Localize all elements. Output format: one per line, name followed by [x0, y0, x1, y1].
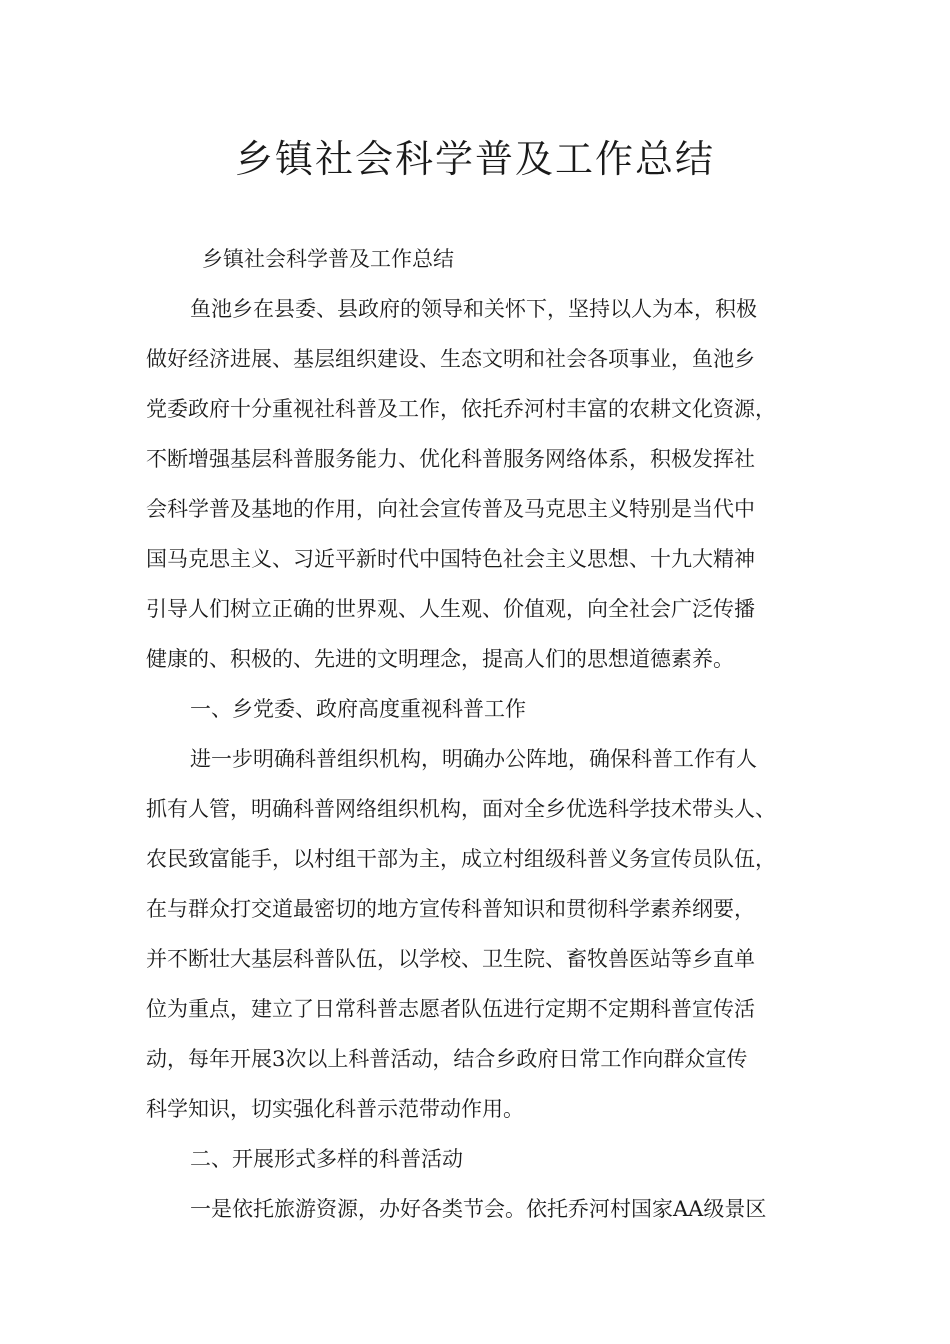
paragraph-line: 科学知识，切实强化科普示范带动作用。: [146, 1097, 524, 1121]
paragraph-line: 健康的、积极的、先进的文明理念，提高人们的思想道德素养。: [146, 647, 734, 671]
paragraph-line: 不断增强基层科普服务能力、优化科普服务网络体系，积极发挥社: [146, 447, 755, 471]
paragraph-line: 位为重点，建立了日常科普志愿者队伍进行定期不定期科普宣传活: [146, 997, 755, 1021]
paragraph-line: 进一步明确科普组织机构，明确办公阵地，确保科普工作有人: [190, 747, 757, 771]
document-subtitle: 乡镇社会科学普及工作总结: [202, 247, 454, 271]
paragraph-line: 鱼池乡在县委、县政府的领导和关怀下，坚持以人为本，积极: [190, 297, 757, 321]
paragraph-line: 会科学普及基地的作用，向社会宣传普及马克思主义特别是当代中: [146, 497, 755, 521]
paragraph-line: 引导人们树立正确的世界观、人生观、价值观，向全社会广泛传播: [146, 597, 755, 621]
section-heading: 一、乡党委、政府高度重视科普工作: [190, 697, 526, 721]
section-heading: 二、开展形式多样的科普活动: [190, 1147, 463, 1171]
paragraph-line: 做好经济进展、基层组织建设、生态文明和社会各项事业，鱼池乡: [146, 347, 755, 371]
paragraph-line: 抓有人管，明确科普网络组织机构，面对全乡优选科学技术带头人、: [146, 797, 776, 821]
paragraph-line: 党委政府十分重视社科普及工作，依托乔河村丰富的农耕文化资源，: [146, 397, 776, 421]
paragraph-line: 农民致富能手，以村组干部为主，成立村组级科普义务宣传员队伍，: [146, 847, 776, 871]
document-body: [146, 234, 814, 1234]
paragraph-line: 动，每年开展3次以上科普活动，结合乡政府日常工作向群众宣传: [146, 1047, 748, 1071]
document-title: 乡镇社会科学普及工作总结: [234, 137, 715, 181]
paragraph-line: 国马克思主义、习近平新时代中国特色社会主义思想、十九大精神: [146, 547, 755, 571]
paragraph-line: 一是依托旅游资源，办好各类节会。依托乔河村国家AA级景区: [190, 1197, 767, 1221]
paragraph-line: 并不断壮大基层科普队伍，以学校、卫生院、畜牧兽医站等乡直单: [146, 947, 755, 971]
paragraph-line: 在与群众打交道最密切的地方宣传科普知识和贯彻科学素养纲要，: [146, 897, 755, 921]
